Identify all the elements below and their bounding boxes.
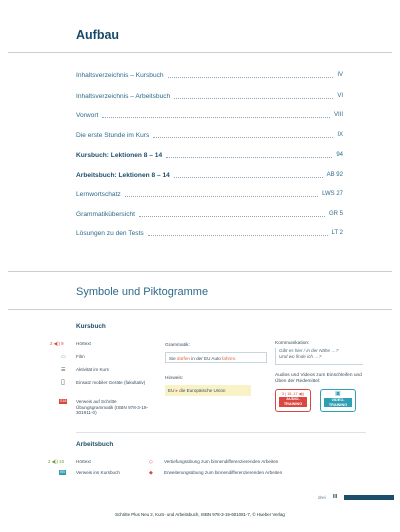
- page-number: III: [333, 494, 338, 500]
- communication-line: Gibt es hier / in der Nähe …?: [279, 348, 339, 353]
- badge-line: TRAINING: [283, 402, 303, 406]
- toc-leader: [166, 157, 332, 158]
- grammar-verb: dürfen: [176, 356, 190, 361]
- symbols-heading: Symbole und Piktogramme: [76, 286, 209, 298]
- toc-page: LWS 27: [322, 191, 343, 197]
- legend-label: Erweiterungsübung zum binnendifferenzierenden Arbeiten: [164, 470, 283, 475]
- grammatik-label: Grammatik:: [165, 343, 190, 348]
- divider-arbeitsbuch: [76, 432, 366, 433]
- mobile-device-icon: ▯: [61, 379, 65, 386]
- toc-leader: [148, 235, 328, 236]
- divider-top: [8, 52, 392, 53]
- diamond-filled-icon: ◆: [149, 470, 153, 476]
- toc-row[interactable]: [76, 110, 343, 120]
- audio-icon: 2 ◀)) 9: [50, 341, 64, 346]
- toc-row[interactable]: [76, 130, 343, 140]
- toc-row[interactable]: [76, 189, 343, 199]
- toc-page: VIII: [333, 112, 343, 118]
- legend-label: Aktivität im Kurs: [76, 367, 109, 372]
- legend-label: Einsatz mobiler Geräte (fakultativ): [76, 380, 146, 385]
- divider-symbols: [8, 309, 392, 310]
- audio-training-badge: [275, 389, 311, 412]
- diamond-outline-icon: ◇: [149, 459, 153, 465]
- footer-copyright: Schritte Plus Neu 2, Kurs- und Arbeitsbuch, ISBN 978-3-19-601081-7, © Hueber Verlag: [115, 512, 285, 517]
- toc-row[interactable]: [76, 170, 343, 180]
- toc-label: Kursbuch: Lektionen 8 – 14: [76, 151, 163, 159]
- toc-page: IX: [337, 132, 343, 138]
- toc-row[interactable]: [76, 150, 343, 160]
- page-marker-bar: [344, 495, 394, 500]
- legend-label: Verweis ins Kursbuch: [76, 470, 120, 475]
- hint-expansion: die Europäische Union: [179, 388, 226, 393]
- legend-label: Film: [76, 354, 85, 359]
- film-icon: ▭: [61, 354, 66, 360]
- video-icon: ▣: [335, 391, 341, 397]
- toc-page: IV: [337, 72, 343, 78]
- toc-row[interactable]: [76, 228, 343, 238]
- legend-label: Hörtext: [76, 341, 91, 346]
- toc-page: VI: [337, 93, 343, 99]
- toc-page: GR 5: [328, 211, 343, 217]
- toc-label: Vorwort: [76, 111, 99, 119]
- kursbuch-heading: Kursbuch: [76, 323, 106, 330]
- toc-label: Die erste Stunde im Kurs: [76, 131, 150, 139]
- video-training-text: [324, 398, 352, 407]
- grammar-word: in der EU Auto: [191, 356, 221, 361]
- legend-label: Hörtext: [76, 459, 91, 464]
- audio-training-text: [279, 397, 307, 406]
- arrow-icon: ▸: [175, 388, 178, 393]
- badge-line: TRAINING: [328, 402, 348, 407]
- hinweis-label: Hinweis:: [165, 376, 184, 381]
- arbeitsbuch-heading: Arbeitsbuch: [76, 441, 114, 448]
- toc-label: Inhaltsverzeichnis – Arbeitsbuch: [76, 92, 171, 100]
- hint-example-box: [165, 385, 251, 396]
- badge-line: AUDIO-: [286, 397, 300, 402]
- audio-video-label: Audios und Videos zum Einschleifen und Üben der Redemittel:: [275, 373, 362, 384]
- communication-example-box: [275, 348, 363, 365]
- toc-leader: [174, 177, 323, 178]
- toc-label: Lösungen zu den Tests: [76, 229, 144, 237]
- toc-label: Grammatikübersicht: [76, 210, 135, 218]
- grammar-word: Sie: [169, 356, 176, 361]
- toc-row[interactable]: [76, 209, 343, 219]
- toc-page: 94: [336, 152, 343, 158]
- kommunikation-label: Kommunikation:: [275, 341, 310, 346]
- audio-icon: 2 ◀)) 10: [48, 459, 65, 464]
- activity-icon: ☰: [61, 367, 66, 373]
- toc-leader: [168, 77, 334, 78]
- toc-row[interactable]: [76, 70, 343, 80]
- toc-row[interactable]: [76, 91, 343, 101]
- page-title: Aufbau: [76, 28, 120, 42]
- communication-line: Und wo finde ich …?: [279, 354, 322, 360]
- video-training-badge: [320, 389, 356, 412]
- legend-label: Verweis auf Schritte Übungsgrammatik (ISBN 978-3-19-301911-0): [76, 399, 148, 416]
- coursebook-reference-icon: KB: [60, 470, 65, 474]
- divider-middle: [8, 271, 392, 272]
- toc-leader: [174, 98, 333, 99]
- toc-label: Lernwortschatz: [76, 190, 121, 198]
- hint-abbrev: EU: [168, 388, 175, 393]
- toc-leader: [139, 216, 325, 217]
- toc-leader: [153, 137, 333, 138]
- badge-line: VIDEO-: [331, 398, 345, 402]
- toc-page: AB 92: [326, 172, 343, 178]
- page-word: drei: [318, 495, 326, 500]
- toc-leader: [102, 117, 330, 118]
- grammar-example-box: [165, 352, 267, 363]
- grammar-verb: fahren.: [222, 356, 237, 361]
- audio-training-tracks: 3 | 15–17 ◀)): [281, 392, 305, 396]
- legend-label: Vertiefungsübung zum binnendifferenzierenden Arbeiten: [164, 459, 279, 464]
- toc-page: LT 2: [331, 230, 343, 236]
- toc-leader: [125, 196, 318, 197]
- grammar-reference-icon: S18: [60, 399, 67, 403]
- toc-label: Arbeitsbuch: Lektionen 8 – 14: [76, 171, 170, 179]
- toc-label: Inhaltsverzeichnis – Kursbuch: [76, 71, 164, 79]
